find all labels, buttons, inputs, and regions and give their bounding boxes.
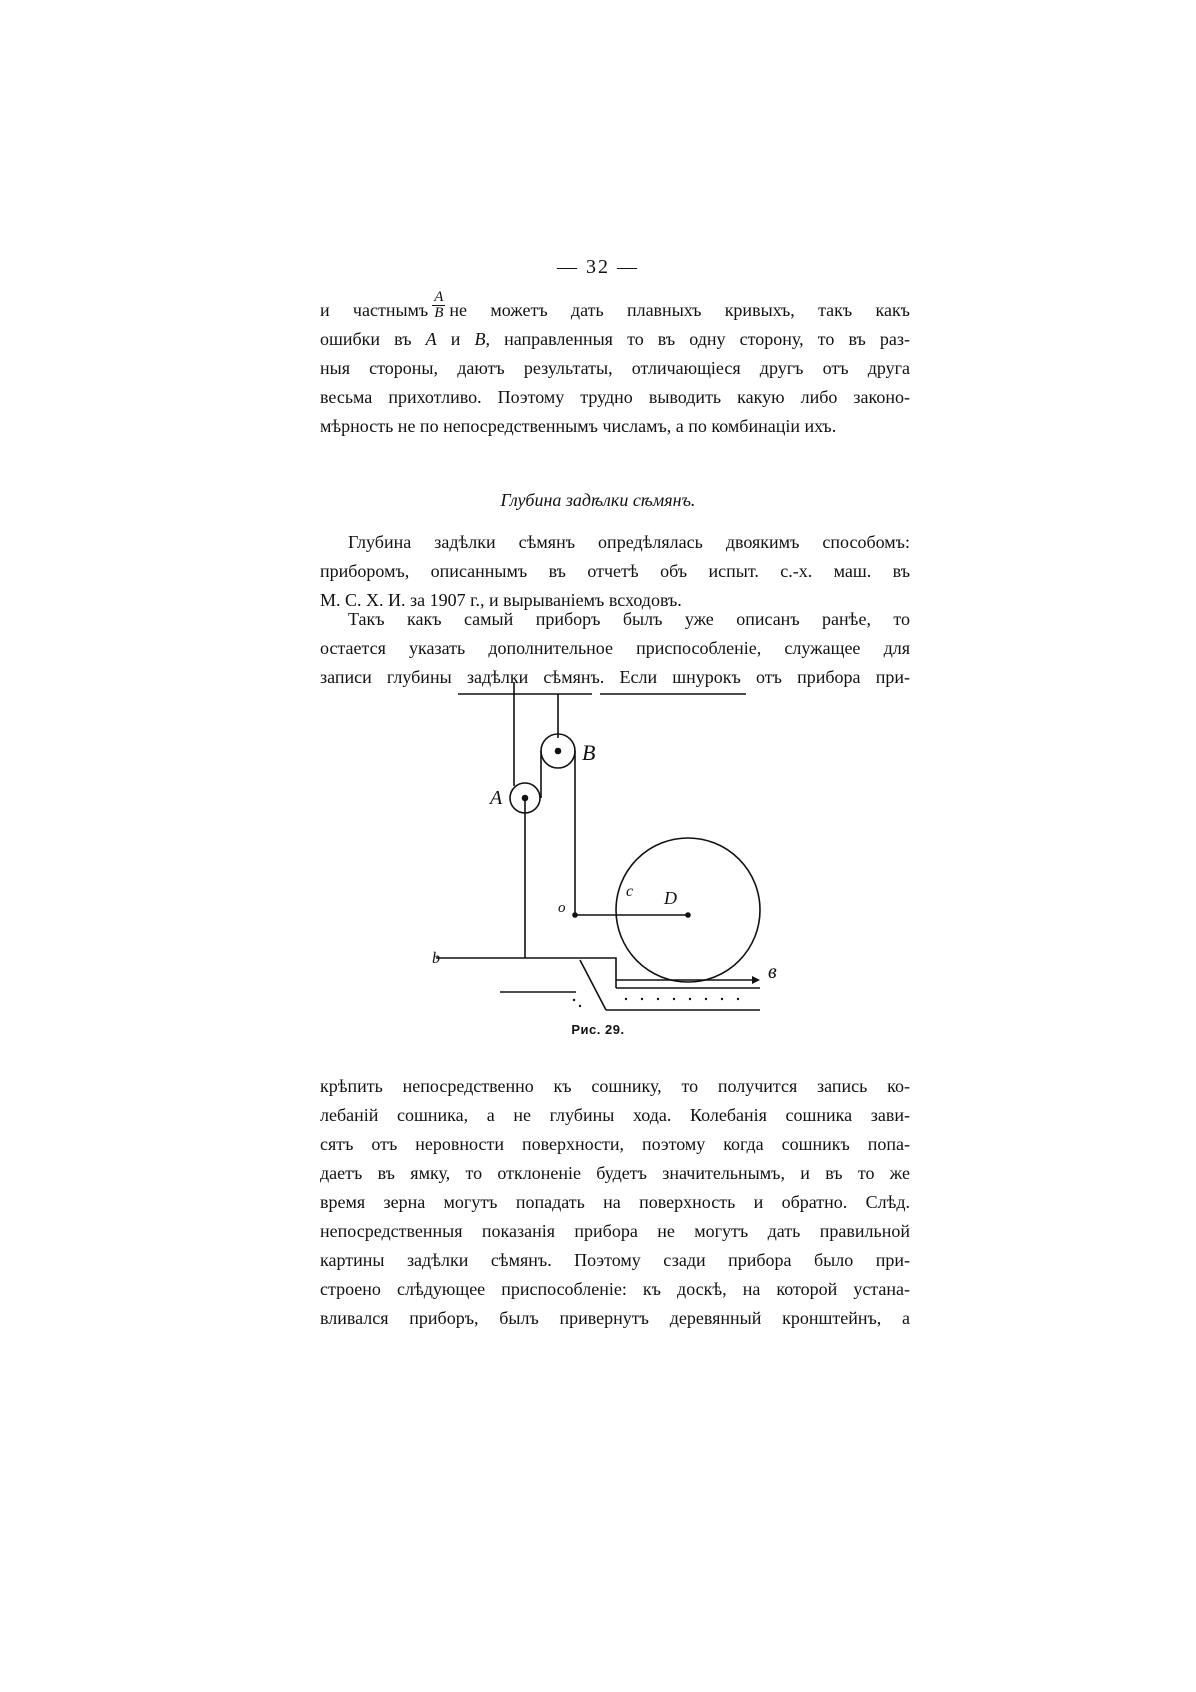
label-c: c [626, 883, 634, 900]
text-fragment: направленныя то въ одну сторону, то въ раз- [504, 329, 911, 349]
paragraph-4 [320, 1072, 910, 1333]
variable-b: B, [474, 329, 490, 349]
paragraph-1-line-4: весьма прихотливо. Поэтому трудно выводить какую либо законо- [320, 387, 910, 407]
paragraph-4-line-7: картины задѣлки сѣмянъ. Поэтому сзади прибора было при- [320, 1250, 910, 1270]
paragraph-3-line-2: остается указать дополнительное приспособленіе, служащее для [320, 638, 910, 658]
coulter-diagonal [580, 960, 606, 1010]
page-number: — 32 — [557, 256, 639, 278]
label-b: B [582, 740, 596, 765]
paragraph-4-line-1: крѣпить непосредственно къ сошнику, то получится запись ко- [320, 1076, 910, 1096]
paragraph-4-line-5: время зерна могутъ попадать на поверхность и обратно. Слѣд. [320, 1192, 910, 1212]
paragraph-4-line-3: сятъ отъ неровности поверхности, поэтому когда сошникъ попа- [320, 1134, 910, 1154]
pulley-a-axle [523, 796, 528, 801]
fraction-denominator: B [434, 305, 444, 322]
label-d: D [664, 888, 677, 908]
label-left: b [432, 950, 440, 967]
paragraph-4-line-9: вливался приборъ, былъ привернутъ деревянный кронштейнъ, а [320, 1308, 910, 1328]
text-fragment: и частнымъ [320, 300, 429, 320]
section-heading: Глубина задѣлки сѣмянъ. [500, 490, 696, 510]
paragraph-2-line-3: М. С. Х. И. за 1907 г., и вырываніемъ всходовъ. [320, 590, 682, 610]
paragraph-4-line-8: строено слѣдующее приспособленіе: къ доскѣ, на которой устана- [320, 1279, 910, 1299]
fraction-numerator: A [434, 289, 444, 306]
point-o [573, 913, 577, 917]
label-o: o [558, 900, 566, 916]
paragraph-1-line-5: мѣрность не по непосредственнымъ числамъ, а по комбинаціи ихъ. [320, 416, 837, 436]
text-fragment: ошибки въ [320, 329, 412, 349]
pulley-b-axle [556, 749, 561, 754]
ground-line [436, 958, 616, 988]
figure-caption: Рис. 29. [571, 1022, 625, 1037]
fraction-a-over-b [432, 290, 445, 321]
paragraph-1 [320, 289, 911, 441]
paragraph-2-line-2: приборомъ, описаннымъ въ отчетѣ объ испыт. с.-х. маш. въ [320, 561, 910, 581]
paragraph-3-line-3: записи глубины задѣлки сѣмянъ. Если шнурокъ отъ прибора при- [320, 667, 910, 687]
arrow-head [752, 976, 760, 984]
paragraph-4-line-4: даетъ въ ямку, то отклоненіе будетъ значительнымъ, и въ то же [320, 1163, 910, 1183]
paragraph-1-line-3: ныя стороны, даютъ результаты, отличающіеся другъ отъ друга [320, 358, 910, 378]
label-a: A [490, 787, 503, 809]
paragraph-3 [320, 605, 910, 692]
label-right: в [768, 961, 777, 983]
paragraph-3-line-1: Такъ какъ самый приборъ былъ уже описанъ ранѣе, то [348, 609, 910, 629]
paragraph-4-line-2: лебаній сошника, а не глубины хода. Колебанія сошника зави- [320, 1105, 910, 1125]
variable-a: A [425, 329, 437, 349]
figure-29-diagram [430, 680, 790, 1020]
paragraph-1-line-2 [320, 325, 910, 354]
wheel [616, 838, 760, 982]
paragraph-1-line-1 [320, 289, 910, 325]
paragraph-4-line-6: непосредственныя показанія прибора не могутъ дать правильной [320, 1221, 910, 1241]
text-fragment: не можетъ дать плавныхъ кривыхъ, такъ какъ [449, 300, 910, 320]
text-fragment: и [450, 329, 461, 349]
point-d [686, 913, 690, 917]
seed-row [573, 998, 739, 1007]
paragraph-2-line-1: Глубина задѣлки сѣмянъ опредѣлялась двоякимъ способомъ: [348, 532, 910, 552]
paragraph-2 [320, 528, 910, 615]
